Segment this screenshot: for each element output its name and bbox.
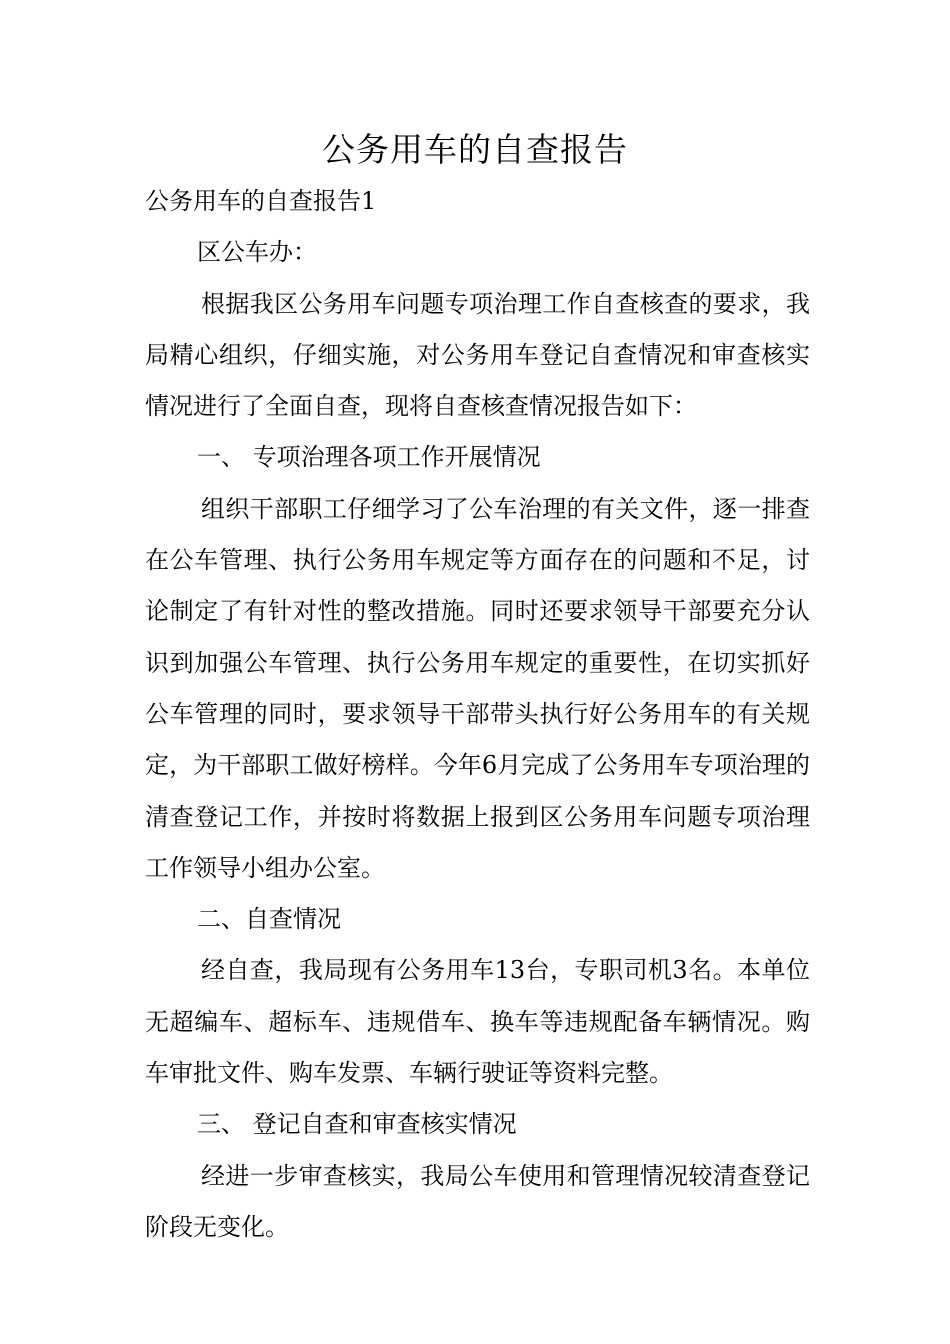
- section-3-heading: 三、 登记自查和审查核实情况: [197, 1110, 517, 1139]
- section-1-heading: 一、 专项治理各项工作开展情况: [197, 443, 541, 472]
- section-2-paragraph: 经自查，我局现有公务用车13台，专职司机3名。本单位无超编车、超标车、违规借车、换车等违规配备车辆情况。购车审批文件、购车发票、车辆行驶证等资料完整。: [145, 956, 810, 1088]
- document-title: 公务用车的自查报告: [322, 130, 628, 169]
- document-body: [145, 176, 810, 1253]
- salutation: 区公车办：: [197, 238, 317, 267]
- section-2-heading: 二、自查情况: [197, 905, 341, 934]
- section-3-paragraph: 经进一步审查核实，我局公车使用和管理情况较清查登记阶段无变化。: [145, 1161, 810, 1241]
- intro-paragraph: 根据我区公务用车问题专项治理工作自查核查的要求，我局精心组织，仔细实施，对公务用车登记自查情况和审查核实情况进行了全面自查，现将自查核查情况报告如下：: [145, 289, 810, 421]
- document-subtitle: 公务用车的自查报告1: [145, 187, 377, 215]
- section-1-paragraph: 组织干部职工仔细学习了公车治理的有关文件，逐一排查在公车管理、执行公务用车规定等方面存在的问题和不足，讨论制定了有针对性的整改措施。同时还要求领导干部要充分认识到加强公车管理、执行公务用车规定的重要性，在切实抓好公车管理的同时，要求领导干部带头执行好公务用车的有关规定，为干部职工做好榜样。今年6月完成了公务用车专项治理的清查登记工作，并按时将数据上报到区公务用车问题专项治理工作领导小组办公室。: [145, 494, 810, 882]
